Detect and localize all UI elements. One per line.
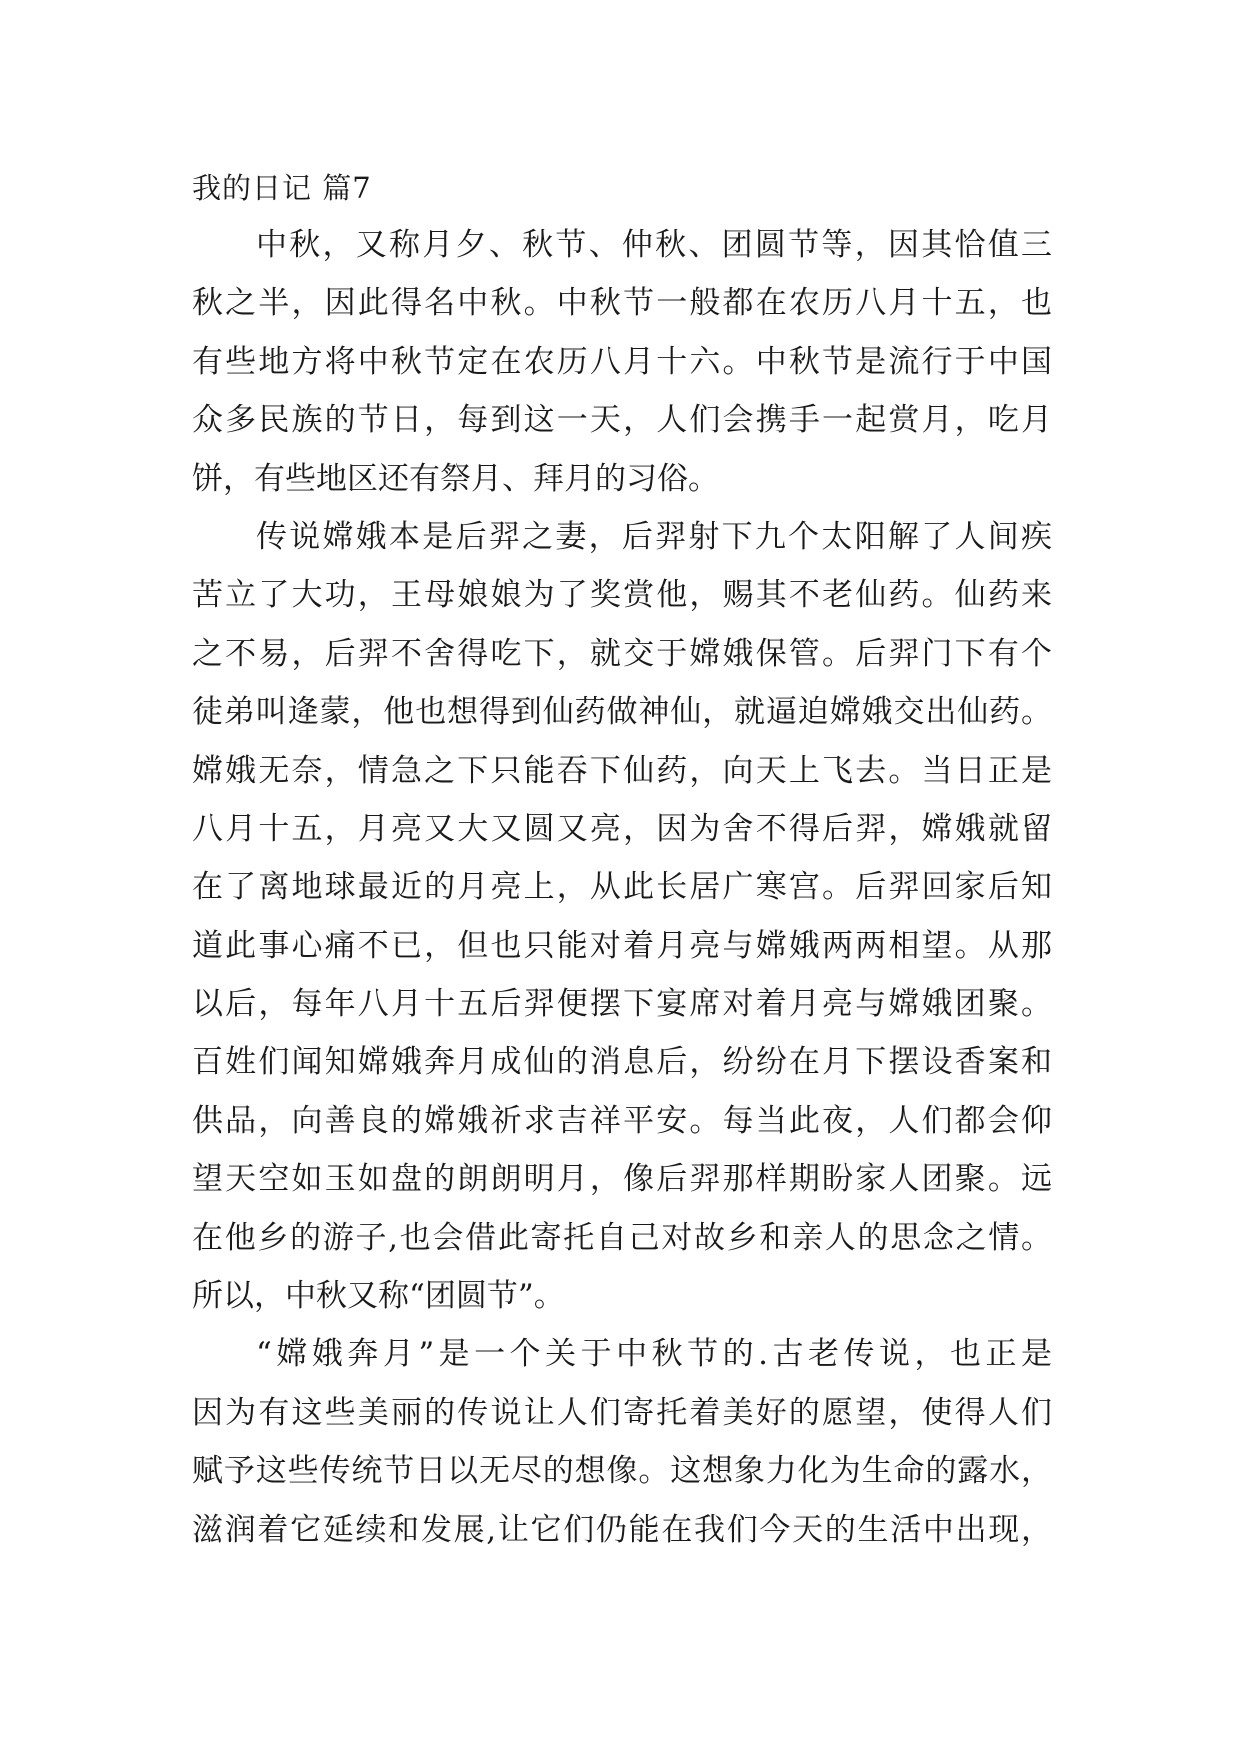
text-line: 传说嫦娥本是后羿之妻，后羿射下九个太阳解了人间疾 [256, 518, 1052, 555]
text-line: 供品，向善良的嫦娥祈求吉祥平安。每当此夜，人们都会仰 [192, 1102, 1052, 1139]
text-line: 中秋，又称月夕、秋节、仲秋、团圆节等，因其恰值三 [256, 227, 1052, 263]
document-title: 我的日记 篇7 [192, 171, 372, 205]
text-line: 赋予这些传统节日以无尽的想像。这想象力化为生命的露水， [192, 1453, 1052, 1490]
text-line: 众多民族的节日，每到这一天，人们会携手一起赏月，吃月 [192, 402, 1052, 439]
text-line: 徒弟叫逄蒙，他也想得到仙药做神仙，就逼迫嫦娥交出仙药。 [192, 694, 1052, 731]
paragraph-1 [192, 216, 1052, 508]
text-line: 嫦娥无奈，情急之下只能吞下仙药，向天上飞去。当日正是 [192, 752, 1052, 789]
text-line: 以后，每年八月十五后羿便摆下宴席对着月亮与嫦娥团聚。 [192, 986, 1052, 1023]
text-line: 望天空如玉如盘的朗朗明月，像后羿那样期盼家人团聚。远 [192, 1161, 1052, 1198]
text-line: 所以，中秋又称“团圆节”。 [192, 1278, 565, 1315]
text-line: 在了离地球最近的月亮上，从此长居广寒宫。后羿回家后知 [192, 869, 1052, 906]
text-line: 有些地方将中秋节定在农历八月十六。中秋节是流行于中国 [192, 343, 1052, 380]
text-line: 八月十五，月亮又大又圆又亮，因为舍不得后羿，嫦娥就留 [192, 810, 1052, 847]
text-line: 饼，有些地区还有祭月、拜月的习俗。 [192, 460, 719, 497]
text-line: “嫦娥奔月”是一个关于中秋节的.古老传说，也正是 [256, 1336, 1052, 1373]
text-line: 道此事心痛不已，但也只能对着月亮与嫦娥两两相望。从那 [192, 927, 1052, 964]
text-line: 滋润着它延续和发展,让它们仍能在我们今天的生活中出现， [192, 1511, 1052, 1548]
text-line: 之不易，后羿不舍得吃下，就交于嫦娥保管。后羿门下有个 [192, 635, 1052, 672]
document-body [192, 160, 1052, 1559]
text-line: 百姓们闻知嫦娥奔月成仙的消息后，纷纷在月下摆设香案和 [192, 1044, 1052, 1081]
paragraph-2 [192, 508, 1052, 1325]
text-line: 苦立了大功，王母娘娘为了奖赏他，赐其不老仙药。仙药来 [192, 577, 1052, 614]
text-line: 秋之半，因此得名中秋。中秋节一般都在农历八月十五，也 [192, 285, 1052, 322]
paragraph-3 [192, 1325, 1052, 1559]
text-line: 在他乡的游子,也会借此寄托自己对故乡和亲人的思念之情。 [192, 1219, 1052, 1256]
text-line: 因为有这些美丽的传说让人们寄托着美好的愿望，使得人们 [192, 1394, 1052, 1431]
